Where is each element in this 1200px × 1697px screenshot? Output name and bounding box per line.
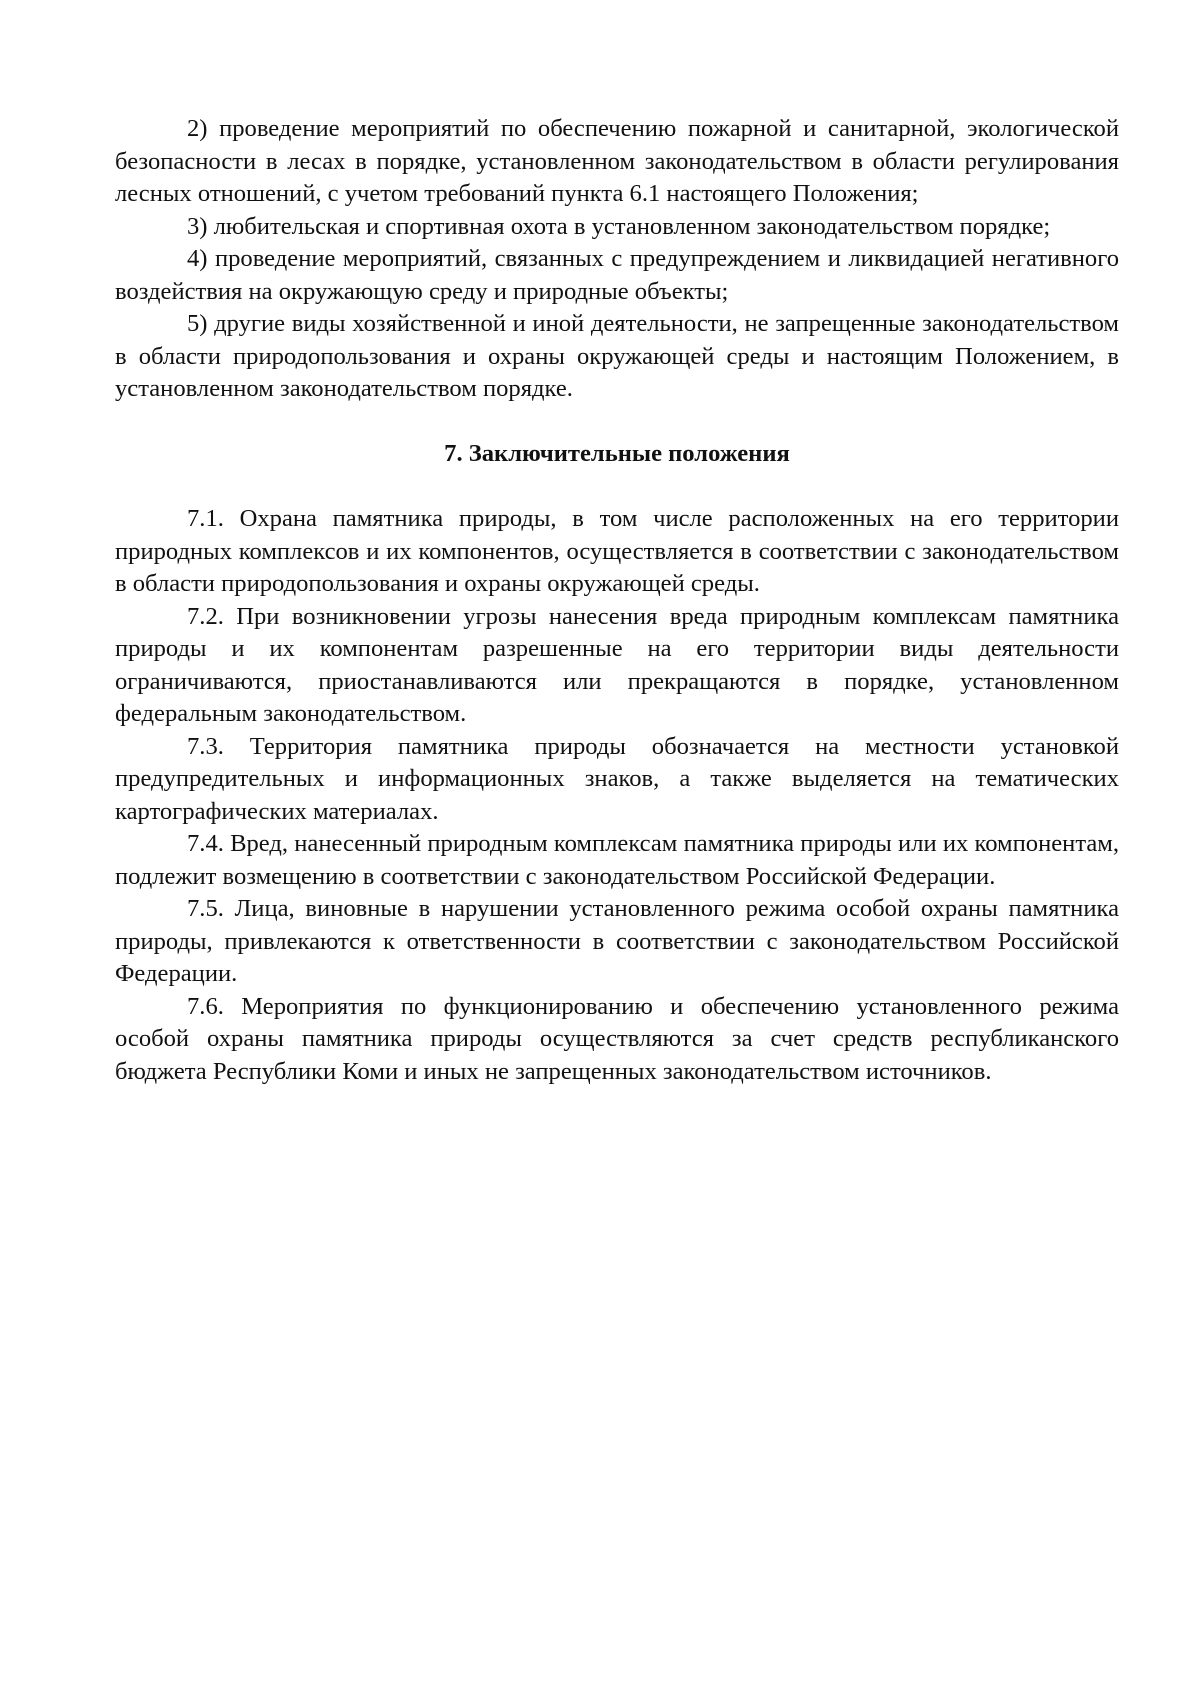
- list-item: 4) проведение мероприятий, связанных с предупреждением и ликвидацией негативного воздействия на окружающую среду и природные объекты;: [115, 245, 1119, 305]
- section-paragraph: 7.2. При возникновении угрозы нанесения вреда природным комплексам памятника природы и их компонентам разрешенные на его территории виды деятельности ограничиваются, приостанавливаются или прекращаются в порядке, установленном федеральным законодательством.: [115, 602, 1119, 727]
- document-body: [115, 113, 1119, 1088]
- section-paragraph: 7.1. Охрана памятника природы, в том числе расположенных на его территории природных комплексов и их компонентов, осуществляется в соответствии с законодательством в области природопользования и охраны окружающей среды.: [115, 505, 1119, 597]
- section-paragraph: 7.5. Лица, виновные в нарушении установленного режима особой охраны памятника природы, привлекаются к ответственности в соответствии с законодательством Российской Федерации.: [115, 895, 1119, 987]
- list-item: 3) любительская и спортивная охота в установленном законодательством порядке;: [187, 212, 1051, 240]
- list-item: 2) проведение мероприятий по обеспечению пожарной и санитарной, экологической безопасности в лесах в порядке, установленном законодательством в области регулирования лесных отношений, с учетом требований пункта 6.1 настоящего Положения;: [115, 115, 1119, 207]
- section-paragraph: 7.4. Вред, нанесенный природным комплексам памятника природы или их компонентам, подлежит возмещению в соответствии с законодательством Российской Федерации.: [115, 830, 1119, 890]
- list-item: 5) другие виды хозяйственной и иной деятельности, не запрещенные законодательством в области природопользования и охраны окружающей среды и настоящим Положением, в установленном законодательством порядке.: [115, 310, 1119, 402]
- section-heading: 7. Заключительные положения: [444, 439, 790, 467]
- section-paragraph: 7.3. Территория памятника природы обозначается на местности установкой предупредительных и информационных знаков, а также выделяется на тематических картографических материалах.: [115, 732, 1119, 825]
- section-paragraph: 7.6. Мероприятия по функционированию и обеспечению установленного режима особой охраны памятника природы осуществляются за счет средств республиканского бюджета Республики Коми и иных не запрещенных законодательством источников.: [115, 992, 1119, 1085]
